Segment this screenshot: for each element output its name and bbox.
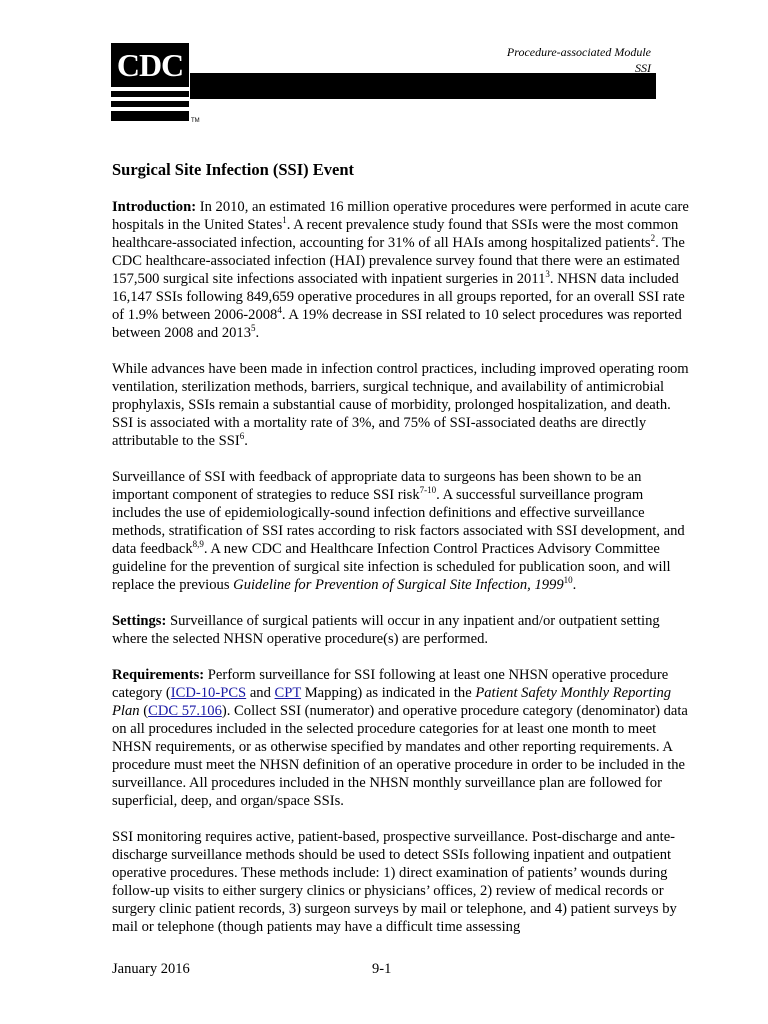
document-body — [112, 160, 690, 954]
surveillance-text: . A successful surveillance program includes the use of epidemiologically-sound infection definitions and effective surveillance methods, stratification of SSI rates according to risk factors associated with SSI development, and data feedback — [112, 487, 685, 557]
surveillance-text: . A new CDC and Healthcare Infection Control Practices Advisory Committee guideline for the prevention of surgical site infection is scheduled for publication soon, and will replace the previous — [112, 541, 671, 593]
surveillance-text: Surveillance of SSI with feedback of appropriate data to surgeons has been shown to be an important component of strategies to reduce SSI risk — [112, 469, 642, 503]
page-title: Surgical Site Infection (SSI) Event — [112, 160, 355, 179]
icd-10-pcs-link[interactable]: ICD-10-PCS — [170, 685, 247, 701]
logo-text: CDC — [116, 47, 184, 83]
guideline-year: , 1999 — [527, 577, 564, 593]
advances-paragraph — [112, 360, 690, 450]
advances-text: While advances have been made in infection control practices, including improved operating room ventilation, sterilization methods, barriers, surgical technique, and availability of antimicrobial prophylaxis, SSIs remain a substantial cause of morbidity, prolonged hospitalization, and death. SSI is associated with a mortality rate of 3%, and 75% of SSI-associated deaths are directly attributable to the SSI — [112, 361, 689, 449]
reporting-plan-title: Patient Safety Monthly Reporting Plan — [112, 685, 672, 719]
logo-stripe — [111, 87, 189, 91]
footnote-ref: 4 — [277, 305, 282, 316]
footnote-ref: 5 — [251, 323, 256, 334]
footnote-ref: 1 — [282, 215, 287, 226]
cdc-57-106-link[interactable]: CDC 57.106 — [148, 703, 222, 719]
requirements-text: Perform surveillance for SSI following at least one NHSN operative procedure category ( — [112, 667, 669, 701]
header-bar — [190, 73, 656, 99]
intro-text: . A recent prevalence study found that SSIs were the most common healthcare-associated infection, accounting for 31% of all HAIs among hospitalized patients — [112, 217, 679, 251]
requirements-paragraph — [112, 666, 690, 810]
footnote-ref: 6 — [239, 431, 245, 442]
surveillance-text: . — [572, 577, 577, 593]
intro-text: . A 19% decrease in SSI related to 10 select procedures was reported between 2008 and 2013 — [112, 307, 682, 341]
introduction-label: Introduction: — [112, 199, 197, 215]
surveillance-paragraph — [112, 468, 690, 594]
intro-text: . NHSN data included 16,147 SSIs following 849,659 operative procedures in all groups reported, for an overall SSI rate of 1.9% between 2006-2008 — [112, 271, 685, 323]
footnote-ref: 7-10 — [419, 485, 437, 496]
footnote-ref: 10 — [563, 575, 573, 586]
requirements-text: and — [246, 685, 275, 701]
module-line-1: Procedure-associated Module — [506, 45, 651, 59]
trademark-mark: TM — [191, 118, 200, 124]
logo-stripe — [111, 107, 189, 111]
guideline-title: Guideline for Prevention of Surgical Site Infection — [233, 577, 528, 593]
intro-text: . The CDC healthcare-associated infection (HAI) prevalence survey found that there were an estimated 157,500 surgical site infections associated with inpatient surgeries in 2011 — [112, 235, 685, 287]
footnote-ref: 8,9 — [192, 539, 204, 550]
intro-text: In 2010, an estimated 16 million operative procedures were performed in acute care hospitals in the United States — [112, 199, 689, 233]
monitoring-paragraph: SSI monitoring requires active, patient-based, prospective surveillance. Post-discharge and ante-discharge surveillance methods should be used to detect SSIs following inpatient and outpatient operative procedures. These methods include: 1) direct examination of patients’ wounds during follow-up visits to either surgery clinics or physicians’ offices, 2) review of medical records or surgery clinic patient records, 3) surgeon surveys by mail or telephone, and 4) patient surveys by mail or telephone (though patients may have a difficult time assessing — [112, 829, 677, 935]
settings-label: Settings: — [112, 613, 167, 629]
cdc-logo — [111, 43, 200, 125]
page-number: 9-1 — [372, 961, 392, 977]
intro-text: . — [255, 325, 260, 341]
module-label — [507, 44, 651, 76]
cpt-link[interactable]: CPT — [274, 685, 302, 701]
requirements-label: Requirements: — [112, 667, 205, 683]
advances-text: . — [244, 433, 248, 449]
module-line-2: SSI — [635, 61, 651, 75]
footnote-ref: 3 — [545, 269, 550, 280]
requirements-text: Mapping) as indicated in the — [301, 685, 476, 701]
logo-stripe — [111, 97, 189, 101]
footer-date: January 2016 — [112, 961, 190, 977]
requirements-text: ( — [139, 703, 149, 719]
introduction-paragraph — [112, 198, 690, 342]
requirements-text: ). Collect SSI (numerator) and operative procedure category (denominator) data on all procedures included in the selected procedure categories for at least one month to meet NHSN requirements, or as otherwise specified by mandates and other reporting requirements. A procedure must meet the NHSN definition of an operative procedure in order to be included in the surveillance. All procedures included in the NHSN monthly surveillance plan are followed for superficial, deep, and organ/space SSIs. — [112, 703, 688, 809]
settings-text: Surveillance of surgical patients will occur in any inpatient and/or outpatient setting where the selected NHSN operative procedure(s) are performed. — [112, 613, 660, 647]
footnote-ref: 2 — [650, 233, 656, 244]
settings-paragraph — [112, 612, 690, 648]
